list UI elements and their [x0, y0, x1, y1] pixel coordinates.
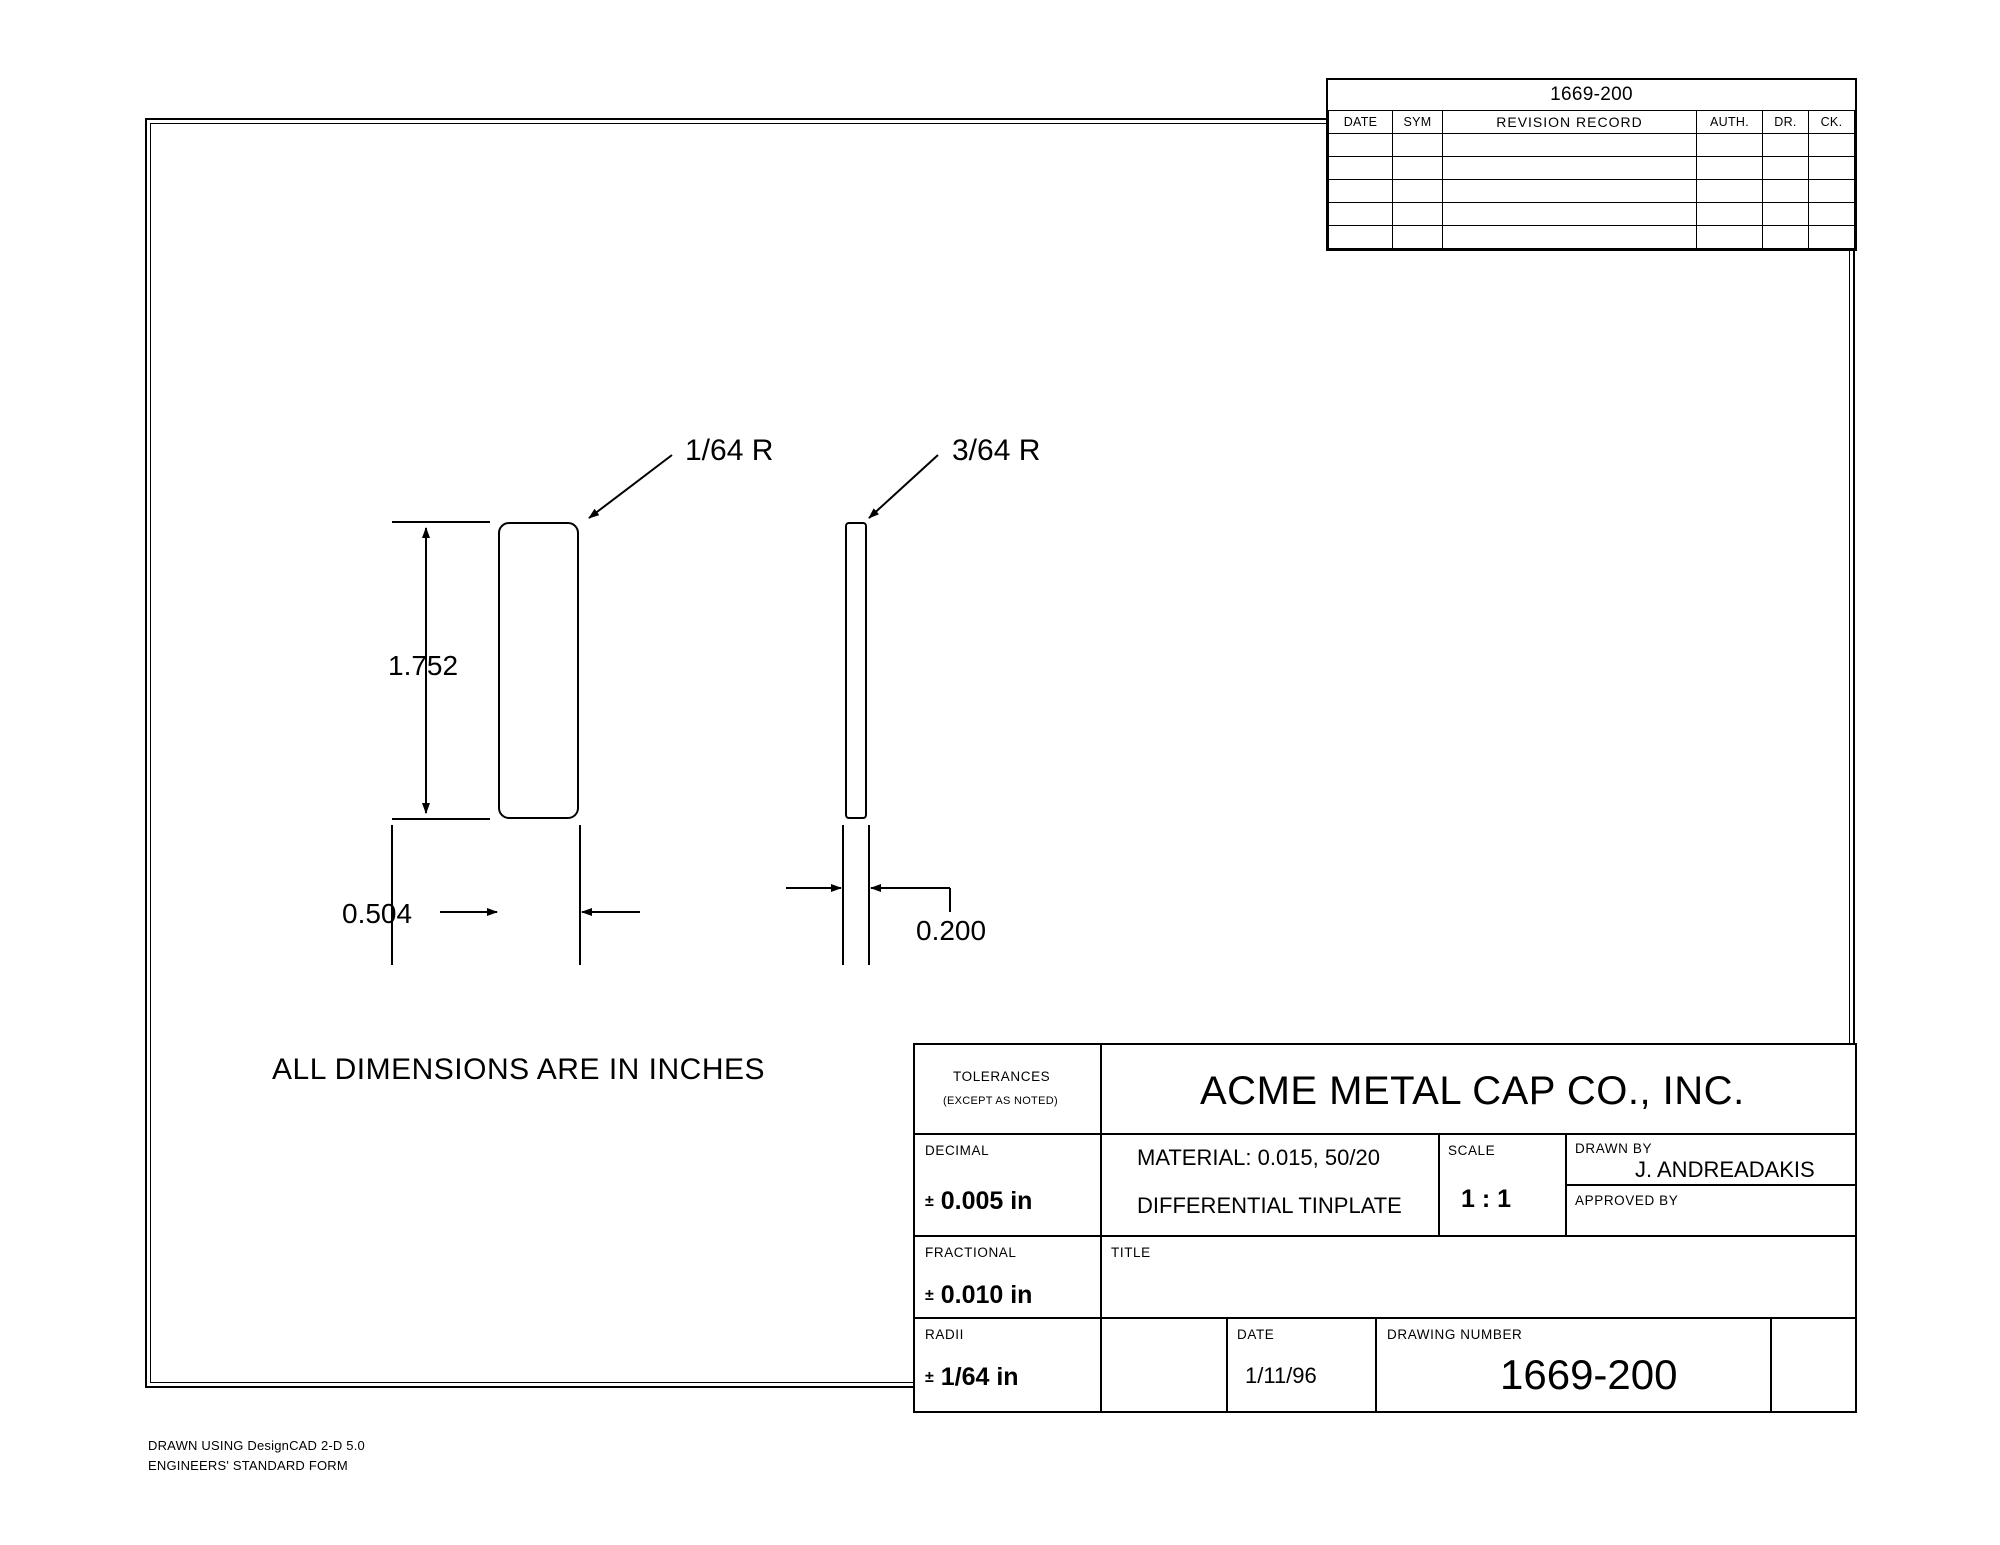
revision-cell [1696, 203, 1762, 226]
dimension-height: 1.752 [388, 650, 459, 681]
date-label: DATE [1237, 1327, 1275, 1342]
revision-cell [1329, 157, 1393, 180]
revision-cell [1762, 203, 1808, 226]
fractional-value: 0.010 in [940, 1281, 1033, 1309]
table-row [1329, 180, 1855, 203]
material-line-1: MATERIAL: 0.015, 50/20 [1137, 1145, 1380, 1170]
tb-divider [1100, 1045, 1102, 1411]
revision-cell [1443, 134, 1697, 157]
fractional-value-wrap [925, 1281, 1032, 1310]
table-row [1329, 134, 1855, 157]
revision-col-dr: DR. [1762, 111, 1808, 134]
drawing-number-label: DRAWING NUMBER [1387, 1327, 1523, 1342]
revision-cell [1696, 134, 1762, 157]
leader-radius-side: 3/64 R [952, 434, 1041, 467]
material-line-2: DIFFERENTIAL TINPLATE [1137, 1193, 1402, 1218]
title-label: TITLE [1111, 1245, 1151, 1260]
revision-table-title: 1669-200 [1329, 80, 1855, 111]
revision-col-sym: SYM [1393, 111, 1443, 134]
drawing-number-value: 1669-200 [1500, 1351, 1678, 1398]
footer-line-2: ENGINEERS' STANDARD FORM [148, 1458, 348, 1473]
revision-cell [1443, 180, 1697, 203]
footer-line-1: DRAWN USING DesignCAD 2-D 5.0 [148, 1438, 365, 1453]
part-side-view [845, 522, 867, 819]
tb-divider [915, 1235, 1855, 1237]
tb-divider [915, 1317, 1855, 1319]
revision-col-date: DATE [1329, 111, 1393, 134]
tb-divider [915, 1133, 1855, 1135]
revision-cell [1393, 203, 1443, 226]
revision-cell [1762, 180, 1808, 203]
revision-cell [1696, 157, 1762, 180]
revision-cell [1696, 226, 1762, 249]
tolerances-label: TOLERANCES [953, 1069, 1051, 1084]
tb-divider [1375, 1317, 1377, 1411]
tolerances-sublabel: (EXCEPT AS NOTED) [943, 1095, 1058, 1107]
revision-cell [1696, 180, 1762, 203]
revision-cell [1762, 134, 1808, 157]
plus-minus-icon: ± [925, 1287, 934, 1304]
revision-cell [1329, 180, 1393, 203]
tb-divider [1226, 1317, 1228, 1411]
approved-by-label: APPROVED BY [1575, 1193, 1679, 1208]
revision-cell [1808, 203, 1854, 226]
revision-cell [1808, 134, 1854, 157]
table-row [1329, 226, 1855, 249]
revision-cell [1762, 157, 1808, 180]
decimal-label: DECIMAL [925, 1143, 990, 1158]
tb-divider [1565, 1184, 1855, 1186]
revision-cell [1393, 134, 1443, 157]
leader-radius-front: 1/64 R [685, 434, 774, 467]
dimension-width: 0.504 [342, 898, 413, 929]
revision-cell [1808, 226, 1854, 249]
revision-cell [1443, 203, 1697, 226]
revision-record-table [1326, 78, 1857, 251]
plus-minus-icon: ± [925, 1369, 934, 1386]
table-row [1329, 203, 1855, 226]
revision-cell [1808, 180, 1854, 203]
revision-table-header-row [1329, 111, 1855, 134]
part-front-view [498, 522, 579, 819]
revision-cell [1808, 157, 1854, 180]
revision-cell [1329, 134, 1393, 157]
tb-divider [1770, 1317, 1772, 1411]
revision-cell [1329, 226, 1393, 249]
title-block [913, 1043, 1857, 1413]
revision-cell [1329, 203, 1393, 226]
revision-table-title-row [1329, 80, 1855, 111]
decimal-value-wrap [925, 1187, 1032, 1216]
drawn-by-label: DRAWN BY [1575, 1141, 1653, 1156]
revision-cell [1393, 226, 1443, 249]
drawn-by-value: J. ANDREADAKIS [1635, 1157, 1815, 1182]
decimal-value: 0.005 in [940, 1187, 1033, 1215]
revision-cell [1393, 157, 1443, 180]
revision-col-record: REVISION RECORD [1443, 111, 1697, 134]
radii-label: RADII [925, 1327, 965, 1342]
dimensions-note: ALL DIMENSIONS ARE IN INCHES [272, 1053, 766, 1086]
dimension-thickness: 0.200 [916, 915, 987, 946]
revision-col-auth: AUTH. [1696, 111, 1762, 134]
company-name: ACME METAL CAP CO., INC. [1200, 1069, 1745, 1113]
scale-value: 1 : 1 [1461, 1185, 1512, 1213]
plus-minus-icon: ± [925, 1193, 934, 1210]
date-value: 1/11/96 [1245, 1363, 1317, 1388]
revision-cell [1443, 226, 1697, 249]
table-row [1329, 157, 1855, 180]
revision-cell [1762, 226, 1808, 249]
revision-col-ck: CK. [1808, 111, 1854, 134]
fractional-label: FRACTIONAL [925, 1245, 1017, 1260]
tb-divider [1438, 1133, 1440, 1235]
revision-cell [1443, 157, 1697, 180]
revision-cell [1393, 180, 1443, 203]
scale-label: SCALE [1448, 1143, 1496, 1158]
radii-value-wrap [925, 1363, 1019, 1392]
radii-value: 1/64 in [940, 1363, 1019, 1391]
